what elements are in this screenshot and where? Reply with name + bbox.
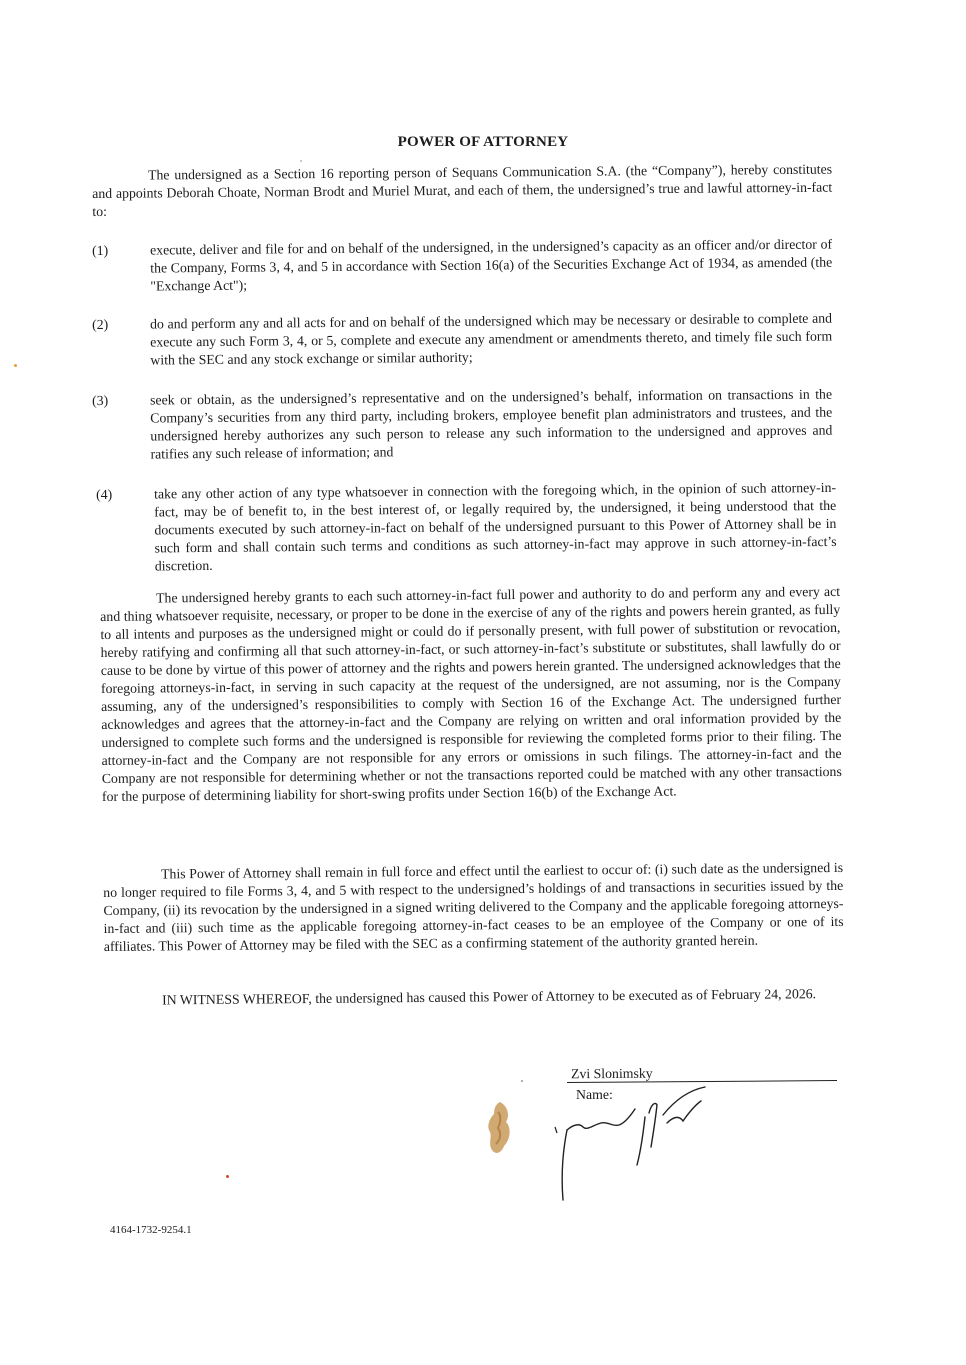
list-item-number: (1) xyxy=(92,242,109,258)
list-item-number: (2) xyxy=(92,316,109,332)
document-title: POWER OF ATTORNEY xyxy=(397,134,569,150)
scan-speck xyxy=(226,1175,229,1178)
list-item-text: execute, deliver and file for and on behalf of the undersigned, in the undersigned’s capacity as an officer and/or director of the Company, Forms 3, 4, and 5 in accordance with Section 16(a) of the Securities Exchange Act of 1934, as amended (the "Exchange Act"); xyxy=(150,236,833,294)
handwritten-signature xyxy=(545,1075,725,1215)
list-item xyxy=(92,236,836,294)
scan-speck xyxy=(521,1080,523,1082)
paper-stain xyxy=(480,1098,520,1158)
name-label: Name: xyxy=(576,1087,613,1102)
list-item-text: seek or obtain, as the undersigned’s representative and on the undersigned’s behalf, information on transactions in the Company’s securities from any third party, including brokers, employee benefit plan administrators and trustees, and the undersigned hereby authorizes any such person to release any such information to the undersigned and approves and ratifies any such release of information; and xyxy=(150,386,833,462)
list-item-text: do and perform any and all acts for and on behalf of the undersigned which may be necessary or desirable to complete and execute any such Form 3, 4, or 5, complete and execute any amendment or amendments thereto, and timely file such form with the SEC and any stock exchange or similar authority; xyxy=(150,310,833,368)
document-id: 4164-1732-9254.1 xyxy=(110,1224,192,1236)
intro-paragraph: The undersigned as a Section 16 reporting person of Sequans Communication S.A. (the “Company”), hereby constitutes and appoints Deborah Choate, Norman Brodt and Muriel Murat, and each of them, the undersigned’s true and lawful attorney-in-fact to: xyxy=(92,161,833,219)
grant-paragraph: The undersigned hereby grants to each such attorney-in-fact full power and authority to do and perform any and every act and thing whatsoever requisite, necessary, or proper to be done in the exercise of any of the rights and powers herein granted, as fully to all intents and purposes as the undersigned might or could do if personally present, with full power of substitution or revocation, hereby ratifying and confirming all that such attorney-in-fact, or such attorney-in-fact’s substitute or substitutes, shall lawfully do or cause to be done by virtue of this power of attorney and the rights and powers herein granted. The undersigned acknowledges that the foregoing attorneys-in-fact, in serving in such capacity at the request of the undersigned, are not assuming, nor is the Company assuming, any of the undersigned’s responsibilities to comply with Section 16 of the Exchange Act. The undersigned further acknowledges and agrees that the attorney-in-fact and the Company are relying on written and oral information provided by the undersigned to complete such forms and the undersigned is responsible for reviewing the completed forms prior to their filing. The attorney-in-fact and the Company are not responsible for any errors or omissions in such filings. The attorney-in-fact and the Company are not responsible for determining whether or not the transactions reported could be matched with any other transactions for the purpose of determining liability for short-swing profits under Section 16(b) of the Exchange Act. xyxy=(100,583,842,804)
signer-name: Zvi Slonimsky xyxy=(570,1065,653,1082)
scan-speck xyxy=(14,364,17,367)
scan-speck xyxy=(300,160,302,162)
list-item xyxy=(96,479,840,574)
list-item-text: take any other action of any type whatsoever in connection with the foregoing which, in the opinion of such attorney-in-fact, may be of benefit to, in the best interest of, or legally required by, the undersigned, it being understood that the documents executed by such attorney-in-fact on behalf of the undersigned pursuant to this Power of Attorney shall be in such form and shall contain such terms and conditions as such attorney-in-fact may approve in such attorney-in-fact’s discretion. xyxy=(154,479,837,574)
term-paragraph: This Power of Attorney shall remain in full force and effect until the earliest to occur of: (i) such date as the undersigned is no longer required to file Forms 3, 4, and 5 with respect to the undersigned’s holdings of and transactions in securities issued by the Company, (ii) its revocation by the undersigned in a signed writing delivered to the Company and the applicable foregoing attorneys-in-fact and (iii) such time as the applicable foregoing attorney-in-fact ceases to be an employee of the Company or one of its affiliates. This Power of Attorney may be filed with the SEC as a confirming statement of the authority granted herein. xyxy=(103,859,844,954)
witness-paragraph: IN WITNESS WHEREOF, the undersigned has caused this Power of Attorney to be executed as of February 24, 2026. xyxy=(162,986,817,1008)
list-item-number: (4) xyxy=(96,486,113,502)
list-item xyxy=(92,310,836,368)
list-item-number: (3) xyxy=(92,392,109,408)
list-item xyxy=(92,386,836,462)
